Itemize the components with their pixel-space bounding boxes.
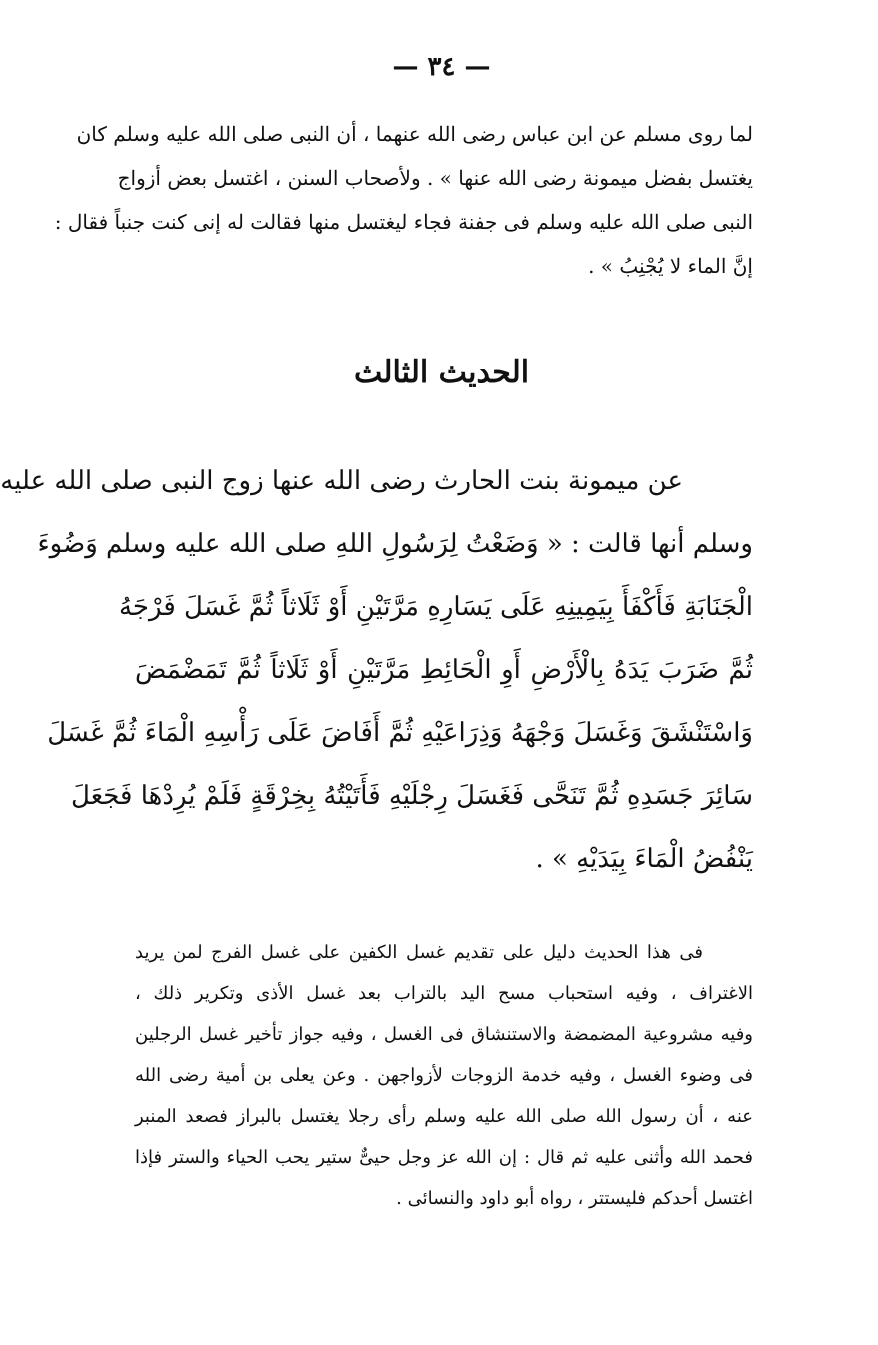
text-line: يغتسل بفضل ميمونة رضى الله عنها » . ولأصحاب السنن ، اغتسل بعض أزواج (117, 166, 753, 190)
text-line: لما روى مسلم عن ابن عباس رضى الله عنهما ، أن النبى صلى الله عليه وسلم كان (76, 122, 753, 146)
text-line: فحمد الله وأثنى عليه ثم قال : إن الله عز وجل حيىٌّ ستير يحب الحياء والستر فإذا (135, 1147, 753, 1168)
text-line: فى هذا الحديث دليل على تقديم غسل الكفين على غسل الفرج لمن يريد (135, 942, 703, 963)
text-line: فى وضوء الغسل ، وفيه خدمة الزوجات لأزواجهن . وعن يعلى بن أمية رضى الله (135, 1065, 753, 1086)
text-line: عن ميمونة بنت الحارث رضى الله عنها زوج النبى صلى الله عليه (0, 466, 683, 496)
text-line: يَنْفُضُ الْمَاءَ بِيَدَيْهِ » . (535, 844, 753, 874)
text-line: إنَّ الماء لا يُجْنِبُ » . (588, 254, 753, 278)
page-number: — ٣٤ — (392, 52, 491, 82)
text-line: ثُمَّ ضَرَبَ يَدَهُ بِالْأَرْضِ أَوِ الْحَائِطِ مَرَّتَيْنِ أَوْ ثَلَاثاً ثُمَّ تَمَضْمَضَ (135, 655, 753, 685)
intro-paragraph (54, 112, 753, 288)
text-line: اغتسل أحدكم فليستتر ، رواه أبو داود والنسائى . (396, 1188, 753, 1209)
text-line: وَاسْتَنْشَقَ وَغَسَلَ وَجْهَهُ وَذِرَاعَيْهِ ثُمَّ أَفَاضَ عَلَى رَأْسِهِ الْمَاءَ ثُمَّ غَسَلَ (47, 718, 753, 748)
text-line: الْجَنَابَةِ فَأَكْفَأَ بِيَمِينِهِ عَلَى يَسَارِهِ مَرَّتَيْنِ أَوْ ثَلَاثاً ثُمَّ غَسَلَ فَرْجَهُ (118, 592, 753, 622)
text-line: وفيه مشروعية المضمضة والاستنشاق فى الغسل ، وفيه جواز تأخير غسل الرجلين (135, 1024, 753, 1045)
text-line: سَائِرَ جَسَدِهِ ثُمَّ تَنَحَّى فَغَسَلَ رِجْلَيْهِ فَأَتَيْتُهُ بِخِرْقَةٍ فَلَمْ يُرِدْهَا فَجَعَلَ (71, 781, 753, 811)
text-line: وسلم أنها قالت : « وَضَعْتُ لِرَسُولِ اللهِ صلى الله عليه وسلم وَضُوءَ (37, 529, 753, 559)
text-line: الاغتراف ، وفيه استحباب مسح اليد بالتراب بعد غسل الأذى وتكرير ذلك ، (135, 983, 753, 1004)
text-line: النبى صلى الله عليه وسلم فى جفنة فجاء ليغتسل منها فقالت له إنى كنت جنباً فقال : (54, 210, 753, 234)
commentary-paragraph (135, 932, 753, 1219)
section-heading: الحديث الثالث (353, 355, 530, 390)
hadith-text (0, 450, 753, 891)
text-line: عنه ، أن رسول الله صلى الله عليه وسلم رأى رجلا يغتسل بالبراز فصعد المنبر (135, 1106, 753, 1127)
